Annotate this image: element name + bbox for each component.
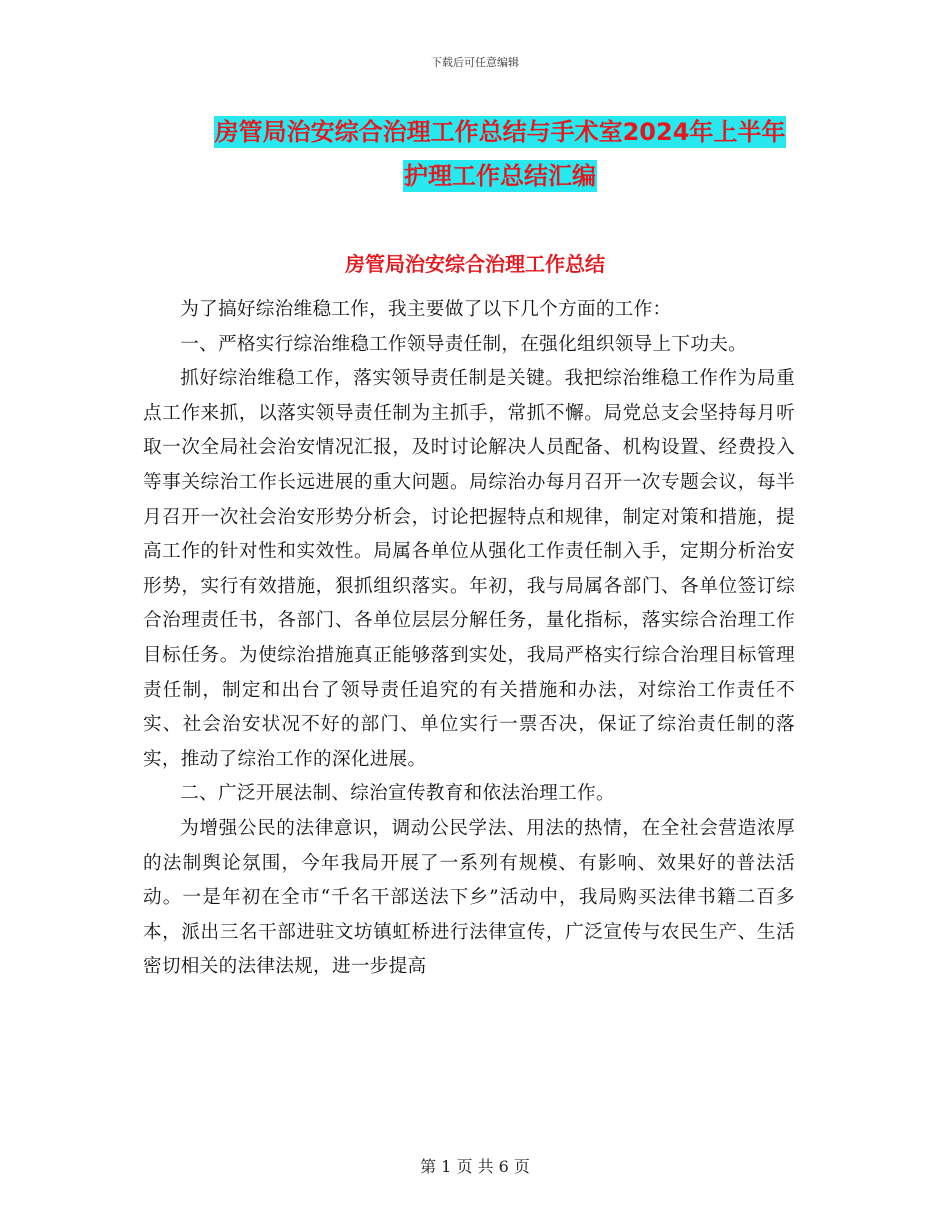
paragraph: 二、广泛开展法制、综治宣传教育和依法治理工作。 bbox=[180, 783, 615, 805]
header-note: 下载后可任意编辑 bbox=[431, 56, 519, 69]
paragraph: 为了搞好综治维稳工作，我主要做了以下几个方面的工作： bbox=[180, 299, 672, 320]
paragraph: 一、严格实行综治维稳工作领导责任制，在强化组织领导上下功夫。 bbox=[180, 333, 748, 355]
paragraph: 抓好综治维稳工作，落实领导责任制是关键。我把综治维稳工作作为局重点工作来抓，以落实领导责任制为主抓手，常抓不懈。局党总支会坚持每月听取一次全局社会治安情况汇报，及时讨论解决人员配备、机构设置、经费投入等事关综治工作长远进展的重大问题。局综治办每月召开一次专题会议，每半月召开一次社会治安形势分析会，讨论把握特点和规律，制定对策和措施，提高工作的针对性和实效性。局属各单位从强化工作责任制入手，定期分析治安形势，实行有效措施，狠抓组织落实。年初，我与局属各部门、各单位签订综合治理责任书，各部门、各单位层层分解任务，量化指标，落实综合治理工作目标任务。为使综治措施真正能够落到实处，我局严格实行综合治理目标管理责任制，制定和出台了领导责任追究的有关措施和办法，对综治工作责任不实、社会治安状况不好的部门、单位实行一票否决，保证了综治责任制的落实，推动了综治工作的深化进展。 bbox=[143, 368, 795, 770]
document-body bbox=[143, 293, 795, 985]
document-title-line1: 房管局治安综合治理工作总结与手术室2024年上半年 bbox=[214, 118, 786, 146]
paragraph: 为增强公民的法律意识，调动公民学法、用法的热情，在全社会营造浓厚的法制舆论氛围，今年我局开展了一系列有规模、有影响、效果好的普法活动。一是年初在全市“千名干部送法下乡”活动中，我局购买法律书籍二百多本，派出三名干部进驻文坊镇虹桥进行法律宣传，广泛宣传与农民生产、生活密切相关的法律法规，进一步提高 bbox=[143, 817, 795, 978]
document-title bbox=[120, 110, 880, 198]
section-title: 房管局治安综合治理工作总结 bbox=[345, 252, 605, 276]
page-number-footer: 第 1 页 共 6 页 bbox=[420, 1157, 530, 1176]
document-title-line2: 护理工作总结汇编 bbox=[404, 162, 596, 190]
